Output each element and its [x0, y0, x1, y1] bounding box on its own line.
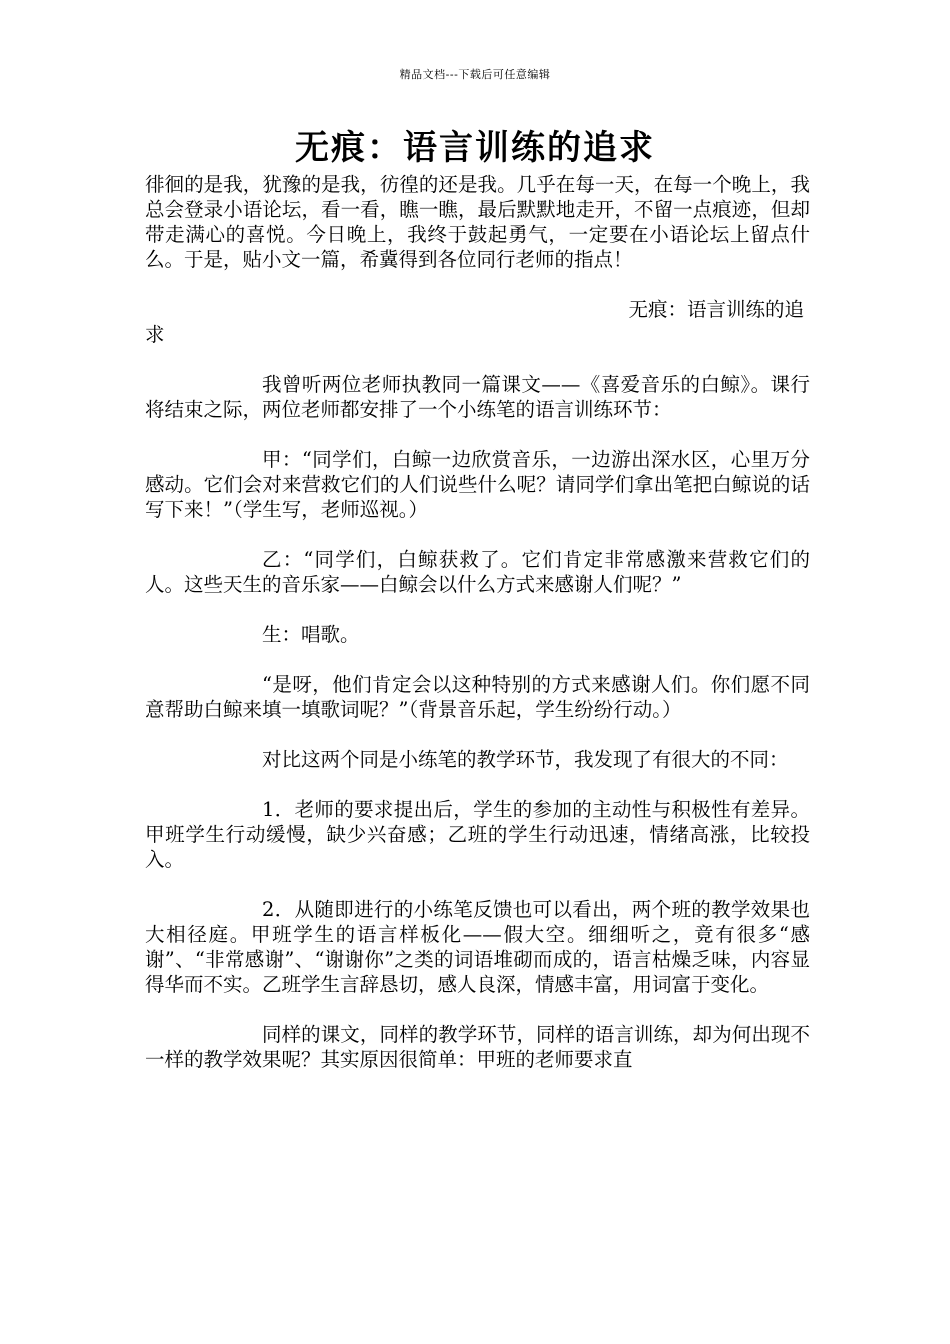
body-paragraph: 2．从随即进行的小练笔反馈也可以看出，两个班的教学效果也大相径庭。甲班学生的语言样板化——假大空。细细听之，竟有很多“感谢”、“非常感谢”、“谢谢你”之类的词语堆砌而成的，语言枯燥乏味，内容显得华而不实。乙班学生言辞恳切，感人良深，情感丰富，用词富于变化。 — [145, 898, 810, 996]
document-title: 无痕：语言训练的追求 — [295, 128, 655, 168]
subtitle-line-1: 无痕：语言训练的追 — [628, 298, 804, 321]
intro-paragraph: 徘徊的是我，犹豫的是我，彷徨的还是我。几乎在每一天，在每一个晚上，我总会登录小语论坛，看一看，瞧一瞧，最后默默地走开，不留一点痕迹，但却带走满心的喜悦。今日晚上，我终于鼓起勇气，一定要在小语论坛上留点什么。于是，贴小文一篇，希冀得到各位同行老师的指点！ — [145, 173, 810, 271]
body-paragraph: “是呀，他们肯定会以这种特别的方式来感谢人们。你们愿不同意帮助白鲸来填一填歌词呢？”（背景音乐起，学生纷纷行动。） — [145, 673, 810, 721]
body-paragraph: 1．老师的要求提出后，学生的参加的主动性与积极性有差异。甲班学生行动缓慢，缺少兴奋感；乙班的学生行动迅速，情绪高涨，比较投入。 — [145, 798, 810, 871]
body-paragraph: 乙：“同学们，白鲸获救了。它们肯定非常感激来营救它们的人。这些天生的音乐家——白鲸会以什么方式来感谢人们呢？” — [145, 548, 810, 596]
repeated-subtitle — [145, 297, 810, 347]
page-header: 精品文档---下载后可任意编辑 — [399, 68, 551, 81]
subtitle-line-2: 求 — [145, 323, 165, 346]
document-body — [145, 172, 810, 1072]
body-paragraph: 同样的课文，同样的教学环节，同样的语言训练，却为何出现不一样的教学效果呢？其实原因很简单：甲班的老师要求直 — [145, 1023, 810, 1071]
body-paragraph: 对比这两个同是小练笔的教学环节，我发现了有很大的不同： — [262, 748, 789, 771]
body-paragraph: 甲：“同学们，白鲸一边欣赏音乐，一边游出深水区，心里万分感动。它们会对来营救它们的人们说些什么呢？请同学们拿出笔把白鲸说的话写下来！”（学生写，老师巡视。） — [145, 448, 810, 521]
body-paragraph: 生：唱歌。 — [262, 623, 360, 646]
body-paragraph: 我曾听两位老师执教同一篇课文——《喜爱音乐的白鲸》。课行将结束之际，两位老师都安排了一个小练笔的语言训练环节： — [145, 373, 810, 421]
